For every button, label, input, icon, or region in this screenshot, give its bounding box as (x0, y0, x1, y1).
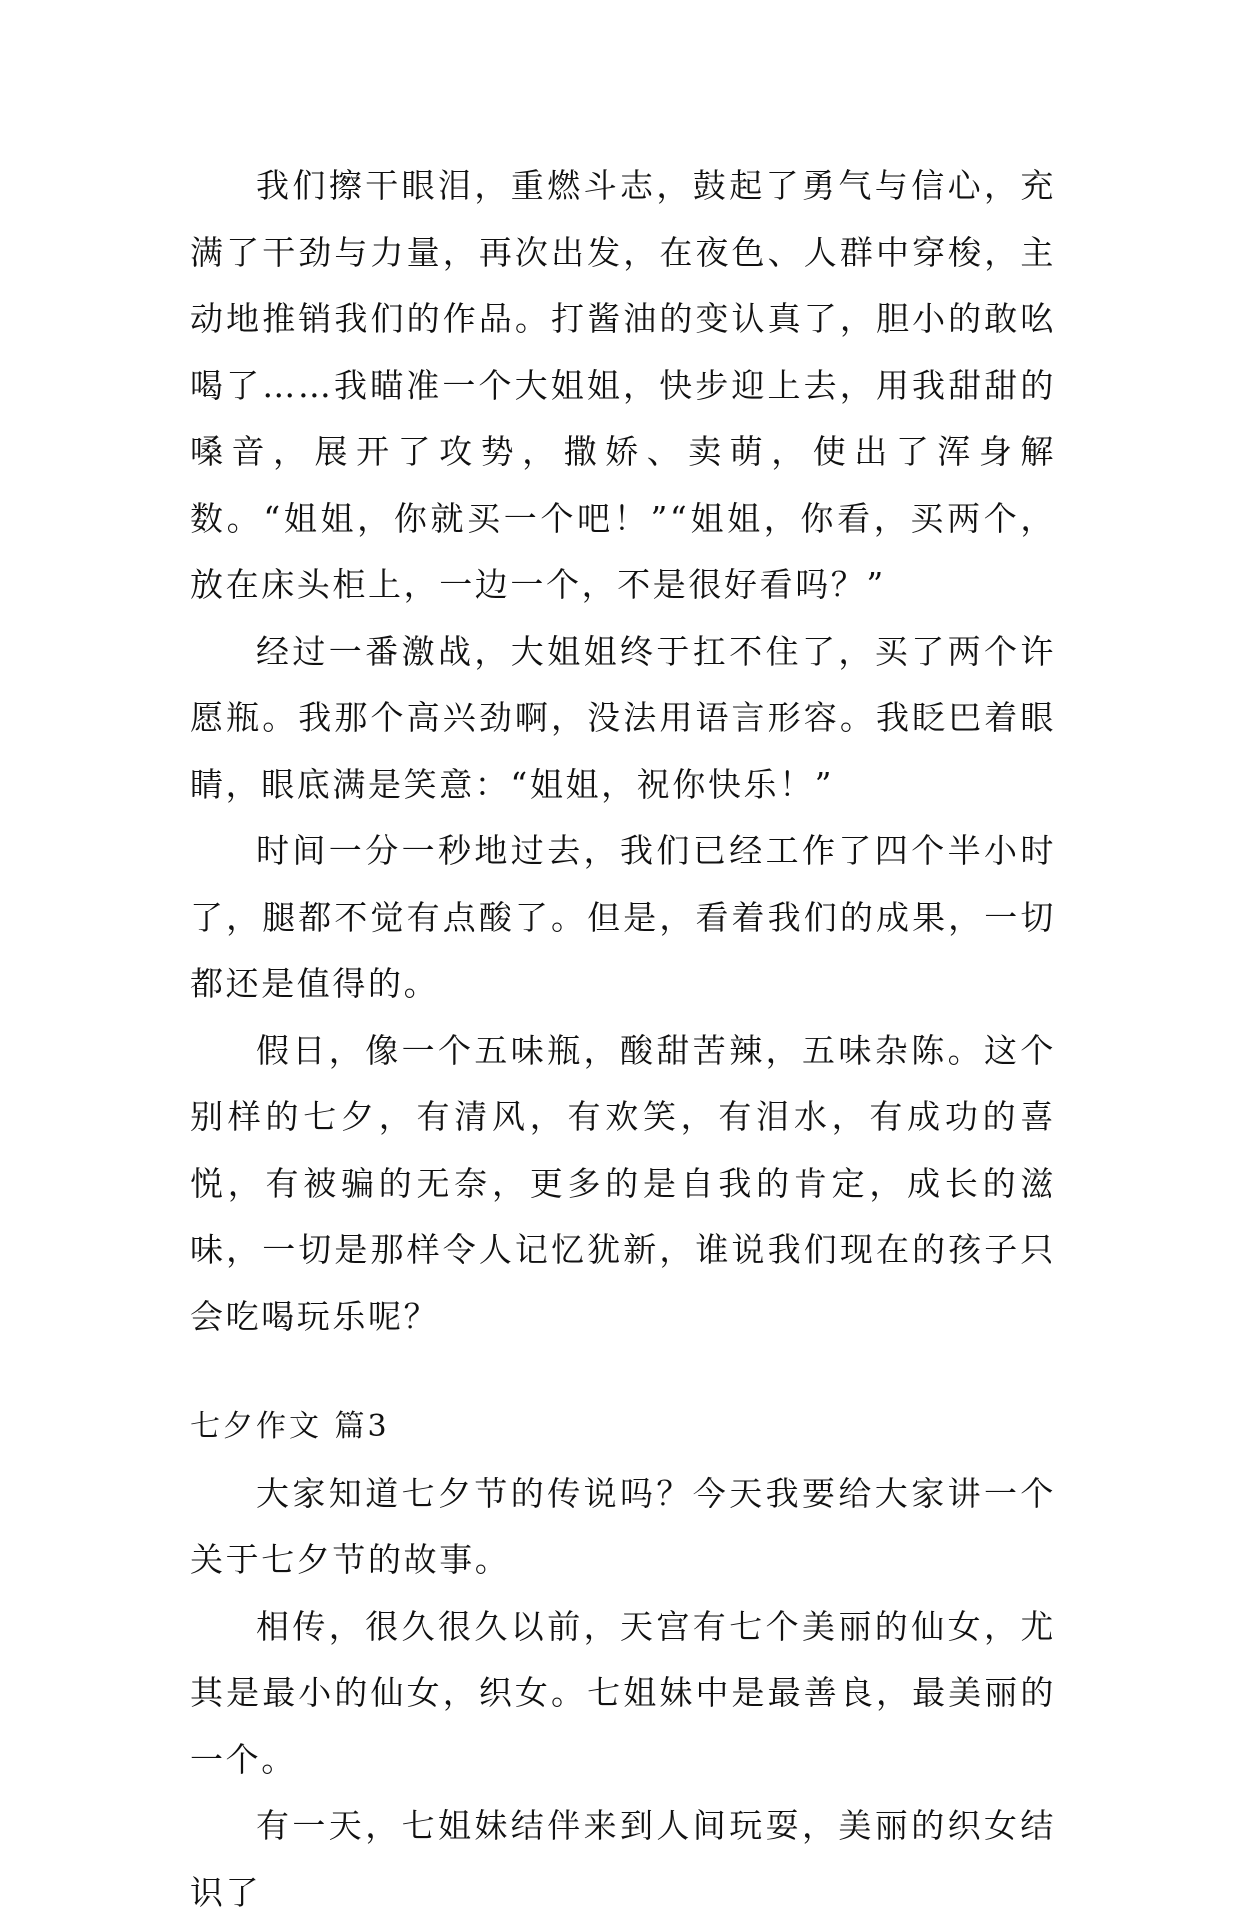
paragraph: 大家知道七夕节的传说吗？今天我要给大家讲一个关于七夕节的故事。 (190, 1473, 1056, 1579)
paragraph: 经过一番激战，大姐姐终于扛不住了，买了两个许愿瓶。我那个高兴劲啊，没法用语言形容。我眨巴着眼睛，眼底满是笑意：“姐姐，祝你快乐！” (190, 631, 1056, 804)
paragraph: 假日，像一个五味瓶，酸甜苦辣，五味杂陈。这个别样的七夕，有清风，有欢笑，有泪水，有成功的喜悦，有被骗的无奈，更多的是自我的肯定，成长的滋味，一切是那样令人记忆犹新，谁说我们现在的孩子只会吃喝玩乐呢？ (190, 1030, 1056, 1336)
section-heading: 七夕作文 篇3 (190, 1409, 390, 1444)
document-body (190, 153, 1056, 1926)
paragraph: 有一天，七姐妹结伴来到人间玩耍，美丽的织女结识了 (190, 1806, 1056, 1912)
paragraph: 我们擦干眼泪，重燃斗志，鼓起了勇气与信心，充满了干劲与力量，再次出发，在夜色、人群中穿梭，主动地推销我们的作品。打酱油的变认真了，胆小的敢吆喝了……我瞄准一个大姐姐，快步迎上去，用我甜甜的嗓音，展开了攻势，撒娇、卖萌，使出了浑身解数。“姐姐，你就买一个吧！”“姐姐，你看，买两个，放在床头柜上，一边一个，不是很好看吗？” (190, 166, 1056, 604)
paragraph: 时间一分一秒地过去，我们已经工作了四个半小时了，腿都不觉有点酸了。但是，看着我们的成果，一切都还是值得的。 (190, 831, 1056, 1003)
section-spacer (190, 1350, 1056, 1394)
paragraph: 相传，很久很久以前，天宫有七个美丽的仙女，尤其是最小的仙女，织女。七姐妹中是最善良，最美丽的一个。 (190, 1606, 1056, 1779)
